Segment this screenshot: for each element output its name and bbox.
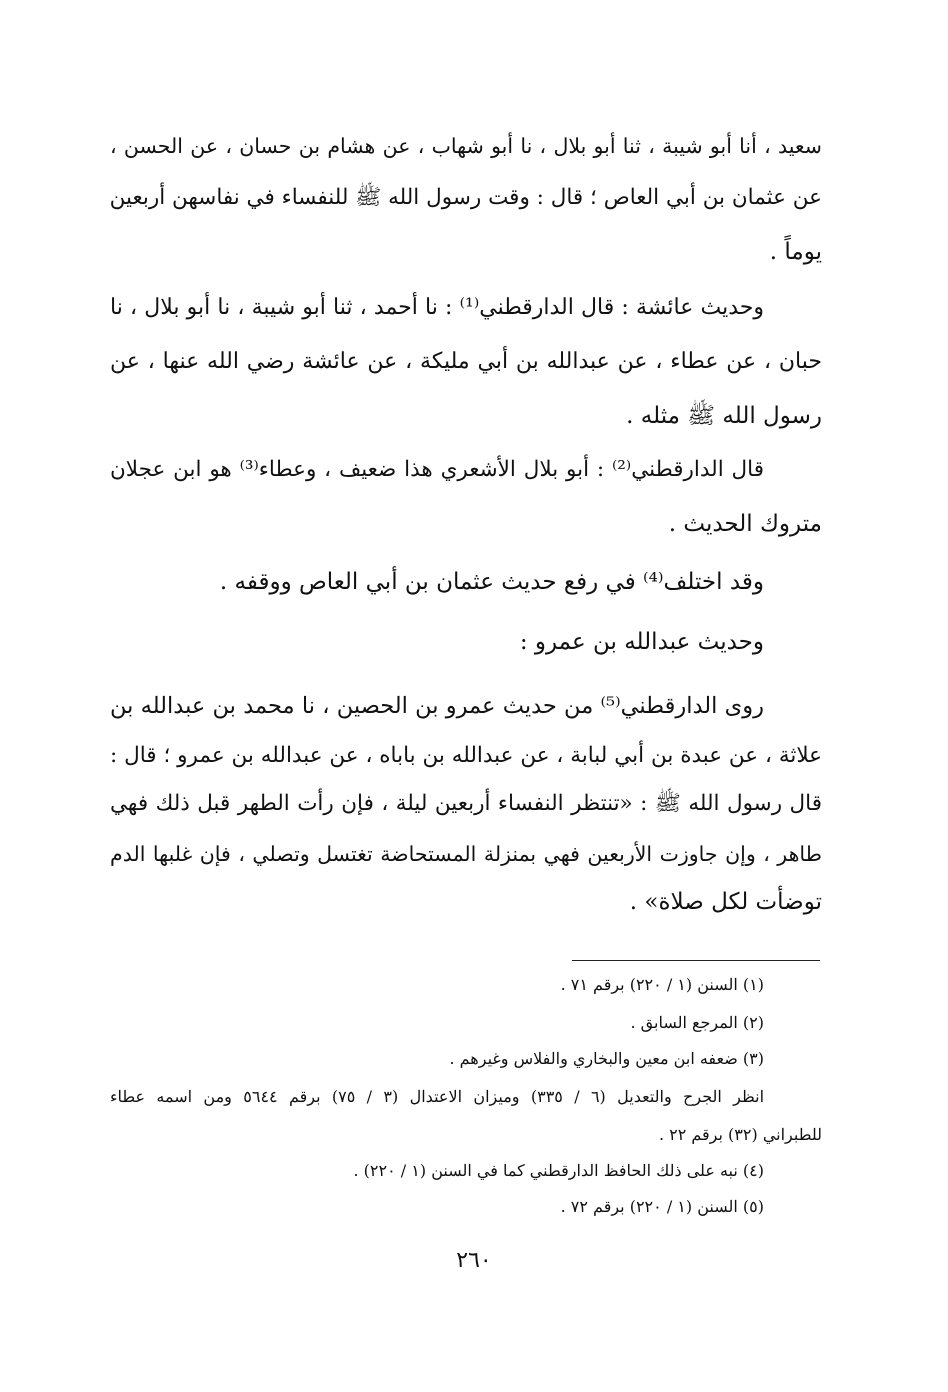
body-line-13: قال رسول الله ﷺ : «تنتظر النفساء أربعين ليلة ، فإن رأت الطهر قبل ذلك فهي <box>110 791 822 816</box>
footnote-3-continued: انظر الجرح والتعديل (٦ / ٣٣٥) وميزان الاعتدال (٣ / ٧٥) برقم ٥٦٤٤ ومن اسمه عطاء <box>110 1087 765 1106</box>
footnote-5: (٥) السنن (١ / ٢٢٠) برقم ٧٢ . <box>560 1197 764 1216</box>
body-line-3: يوماً . <box>769 239 822 265</box>
footnote-2: (٢) المرجع السابق . <box>630 1013 764 1032</box>
body-line-9: وقد اختلف⁽⁴⁾ في رفع حديث عثمان بن أبي العاص ووقفه . <box>219 569 764 595</box>
body-line-2: عن عثمان بن أبي العاص ؛ قال : وقت رسول الله ﷺ للنفساء في نفاسهن أربعين <box>109 185 822 210</box>
body-line-10: وحديث عبدالله بن عمرو : <box>519 629 764 655</box>
body-line-12: علاثة ، عن عبدة بن أبي لبابة ، عن عبدالله بن باباه ، عن عبدالله بن عمرو ؛ قال : <box>110 743 822 768</box>
body-line-5: حبان ، عن عطاء ، عن عبدالله بن أبي مليكة ، عن عائشة رضي الله عنها ، عن <box>110 349 822 374</box>
footnote-1: (١) السنن (١ / ٢٢٠) برقم ٧١ . <box>560 975 764 994</box>
body-line-6: رسول الله ﷺ مثله . <box>626 403 822 429</box>
body-line-1: سعيد ، أنا أبو شيبة ، ثنا أبو بلال ، نا أبو شهاب ، عن هشام بن حسان ، عن الحسن ، <box>110 134 822 158</box>
body-line-14: طاهر ، وإن جاوزت الأربعين فهي بمنزلة المستحاضة تغتسل وتصلي ، فإن غلبها الدم <box>110 842 822 866</box>
body-line-15: توضأت لكل صلاة» . <box>629 889 822 915</box>
footnote-3-continued-2: للطبراني (٣٢) برقم ٢٢ . <box>658 1125 822 1144</box>
footnote-3: (٣) ضعفه ابن معين والبخاري والفلاس وغيرهم . <box>449 1049 764 1068</box>
body-line-11: روى الدارقطني⁽⁵⁾ من حديث عمرو بن الحصين ، نا محمد بن عبدالله بن <box>110 693 764 719</box>
body-line-7: قال الدارقطني⁽²⁾ : أبو بلال الأشعري هذا ضعيف ، وعطاء⁽³⁾ هو ابن عجلان <box>110 457 764 482</box>
footnotes <box>110 0 822 1240</box>
footnote-4: (٤) نبه على ذلك الحافظ الدارقطني كما في السنن (١ / ٢٢٠) . <box>353 1161 764 1180</box>
page-number: ٢٦٠ <box>456 1248 492 1273</box>
body-line-8: متروك الحديث . <box>668 511 822 537</box>
body-line-4: وحديث عائشة : قال الدارقطني⁽¹⁾ : نا أحمد ، ثنا أبو شيبة ، نا أبو بلال ، نا <box>110 295 764 320</box>
